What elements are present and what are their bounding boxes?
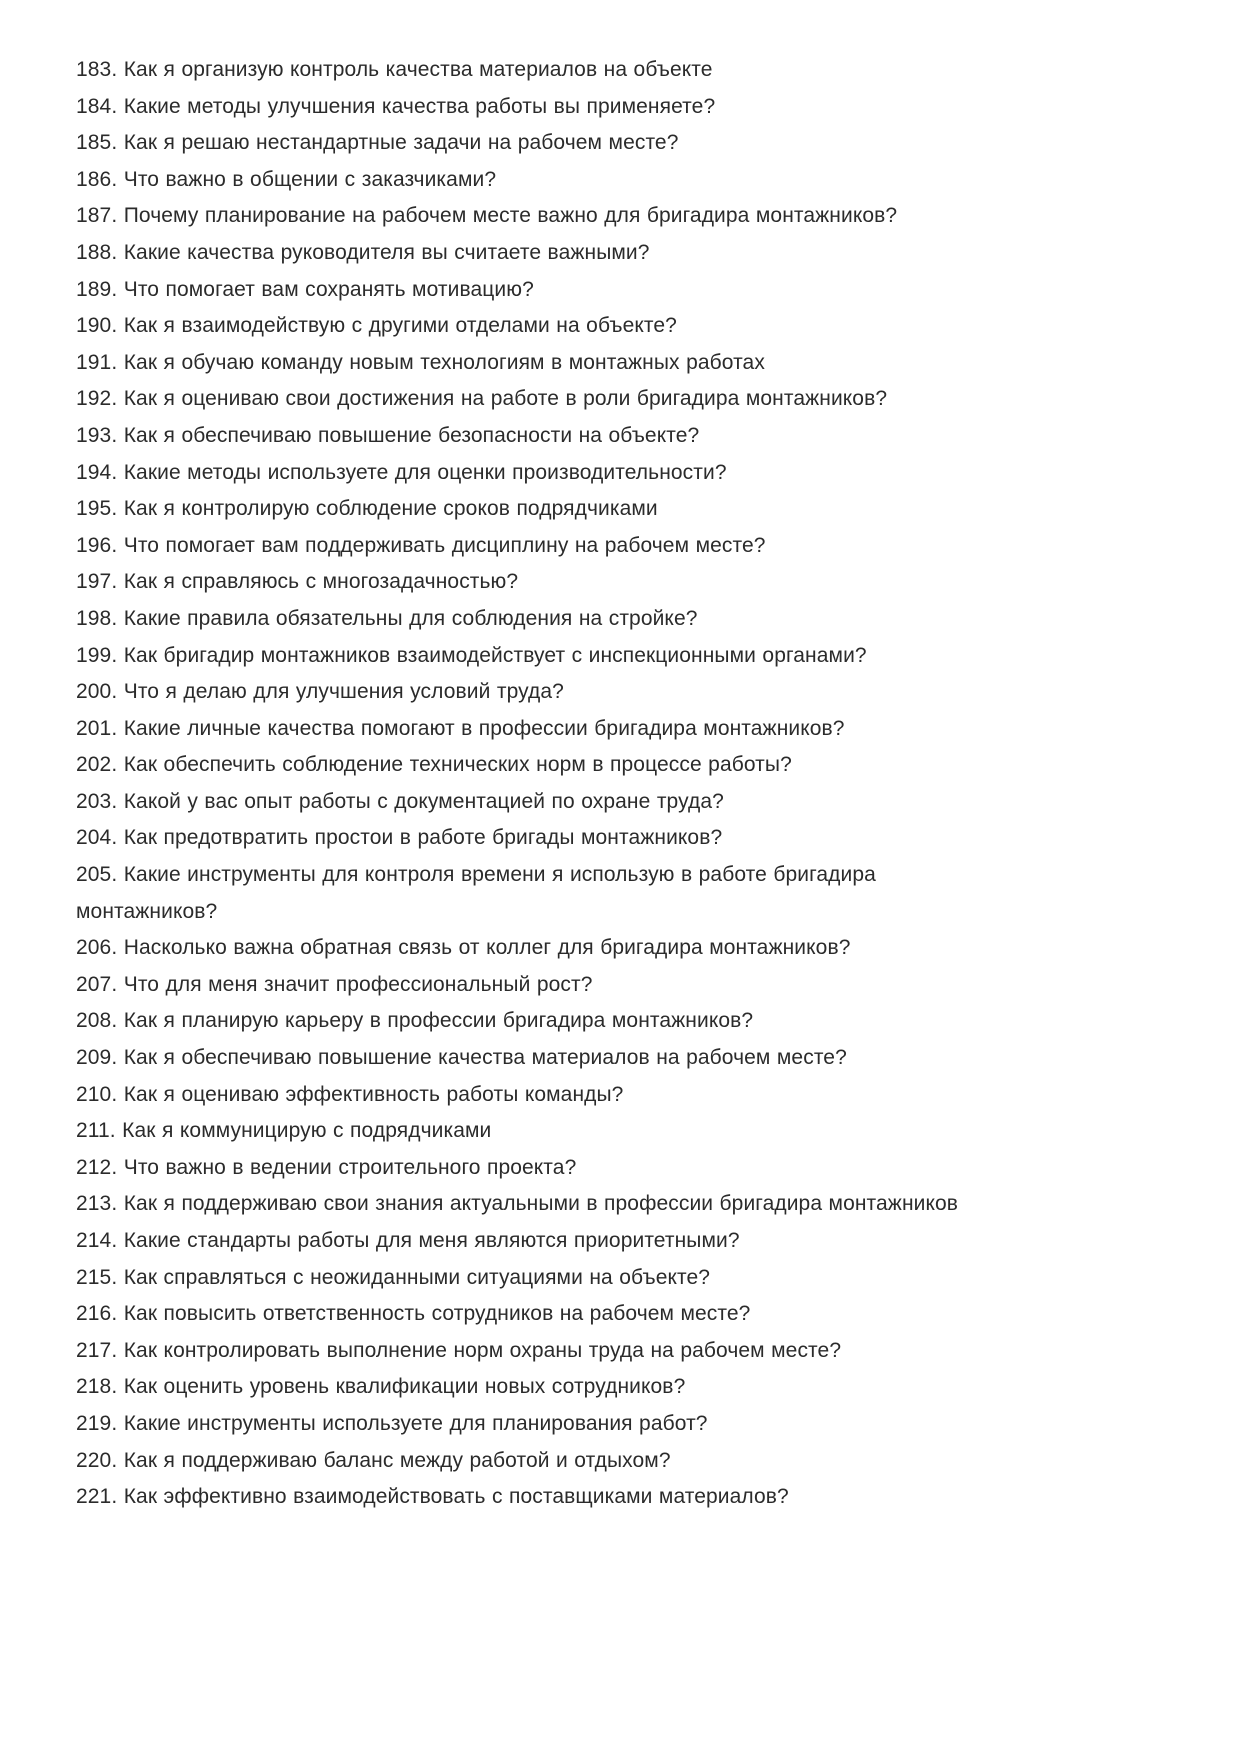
- question-number: 196.: [76, 533, 118, 557]
- question-item: [76, 711, 986, 748]
- question-number: 183.: [76, 58, 118, 81]
- question-item: [76, 747, 986, 784]
- question-item: [76, 1077, 986, 1114]
- question-item: [76, 638, 986, 675]
- question-text: Что для меня значит профессиональный рост?: [123, 972, 593, 996]
- question-text: Как я коммуницирую с подрядчиками: [122, 1119, 492, 1143]
- question-text: Как повысить ответственность сотрудников на рабочем месте?: [123, 1302, 751, 1326]
- question-text: Какие инструменты используете для планирования работ?: [123, 1411, 708, 1435]
- question-number: 205.: [76, 863, 118, 887]
- question-text: Как я обеспечиваю повышение качества материалов на рабочем месте?: [123, 1046, 847, 1070]
- question-text: Как я справляюсь с многозадачностью?: [123, 570, 519, 594]
- question-item: [76, 1040, 986, 1077]
- question-text: Какие правила обязательны для соблюдения на стройке?: [123, 606, 698, 630]
- question-text: Какие методы улучшения качества работы вы применяете?: [123, 94, 716, 118]
- question-text: Как я планирую карьеру в профессии бригадира монтажников?: [123, 1009, 754, 1033]
- question-number: 210.: [76, 1082, 118, 1106]
- question-item: [76, 198, 986, 235]
- question-item: [76, 1479, 986, 1516]
- question-text: Как оценить уровень квалификации новых сотрудников?: [123, 1375, 686, 1399]
- question-text: Что я делаю для улучшения условий труда?: [123, 680, 564, 704]
- question-item: [76, 674, 986, 711]
- question-item: [76, 52, 986, 89]
- question-text: Что важно в общении с заказчиками?: [123, 167, 497, 191]
- question-number: 185.: [76, 131, 118, 155]
- question-number: 194.: [76, 460, 118, 484]
- question-item: [76, 1333, 986, 1370]
- question-item: [76, 235, 986, 272]
- question-text: Как контролировать выполнение норм охраны труда на рабочем месте?: [123, 1338, 842, 1362]
- question-number: 215.: [76, 1265, 118, 1289]
- question-text: Как я поддерживаю баланс между работой и отдыхом?: [123, 1448, 671, 1472]
- question-text: Как эффективно взаимодействовать с поставщиками материалов?: [123, 1485, 789, 1509]
- question-number: 201.: [76, 716, 118, 740]
- question-item: [76, 930, 986, 967]
- question-text: Какие методы используете для оценки производительности?: [123, 460, 727, 484]
- question-text: Какие стандарты работы для меня являются приоритетными?: [123, 1229, 740, 1252]
- question-number: 218.: [76, 1375, 118, 1399]
- question-number: 187.: [76, 204, 118, 228]
- question-item: [76, 1443, 986, 1480]
- question-item: [76, 1186, 986, 1223]
- question-text: Что помогает вам поддерживать дисциплину на рабочем месте?: [123, 533, 766, 557]
- question-item: [76, 125, 986, 162]
- question-number: 203.: [76, 789, 118, 813]
- question-number: 189.: [76, 277, 118, 301]
- question-item: [76, 1260, 986, 1297]
- question-number: 192.: [76, 387, 118, 411]
- question-number: 191.: [76, 350, 118, 374]
- question-item: [76, 1003, 986, 1040]
- question-text: Как предотвратить простои в работе бригады монтажников?: [123, 826, 723, 850]
- question-text: Какой у вас опыт работы с документацией по охране труда?: [123, 789, 724, 813]
- question-item: [76, 967, 986, 1004]
- question-item: [76, 491, 986, 528]
- question-number: 195.: [76, 497, 118, 521]
- question-list: [76, 52, 986, 1516]
- question-number: 200.: [76, 680, 118, 704]
- question-number: 217.: [76, 1338, 118, 1362]
- question-text: Как я обучаю команду новым технологиям в монтажных работах: [123, 350, 765, 374]
- question-text: Как я оцениваю эффективность работы команды?: [123, 1082, 624, 1106]
- question-text: Как я обеспечиваю повышение безопасности на объекте?: [123, 423, 700, 447]
- question-text: Как я взаимодействую с другими отделами на объекте?: [123, 314, 677, 338]
- question-item: [76, 857, 986, 930]
- question-number: 213.: [76, 1192, 118, 1216]
- question-number: 212.: [76, 1155, 118, 1179]
- question-number: 204.: [76, 826, 118, 850]
- question-number: 206.: [76, 936, 118, 960]
- question-text: Как я решаю нестандартные задачи на рабочем месте?: [123, 131, 679, 155]
- question-item: [76, 1296, 986, 1333]
- question-item: [76, 564, 986, 601]
- question-number: 216.: [76, 1302, 118, 1326]
- question-text: Какие личные качества помогают в профессии бригадира монтажников?: [123, 716, 845, 740]
- question-item: [76, 162, 986, 199]
- question-number: 184.: [76, 94, 118, 118]
- question-number: 220.: [76, 1448, 118, 1472]
- question-number: 190.: [76, 314, 118, 338]
- question-text: Как справляться с неожиданными ситуациями на объекте?: [123, 1265, 711, 1289]
- question-item: [76, 601, 986, 638]
- question-item: [76, 1150, 986, 1187]
- question-number: 219.: [76, 1411, 118, 1435]
- question-number: 197.: [76, 570, 118, 594]
- question-number: 207.: [76, 972, 118, 996]
- question-text: Насколько важна обратная связь от коллег для бригадира монтажников?: [123, 936, 851, 960]
- question-text: Что важно в ведении строительного проекта?: [123, 1155, 577, 1179]
- question-text: Как я организую контроль качества материалов на объекте: [123, 58, 713, 81]
- question-number: 193.: [76, 423, 118, 447]
- question-number: 221.: [76, 1485, 118, 1509]
- question-text: Как обеспечить соблюдение технических норм в процессе работы?: [123, 753, 792, 777]
- question-number: 199.: [76, 643, 118, 667]
- question-item: [76, 381, 986, 418]
- question-item: [76, 1223, 986, 1260]
- question-item: [76, 308, 986, 345]
- question-item: [76, 345, 986, 382]
- question-text: Какие инструменты для контроля времени я использую в работе бригадира монтажников?: [76, 863, 876, 923]
- question-item: [76, 455, 986, 492]
- question-number: 198.: [76, 606, 118, 630]
- question-number: 214.: [76, 1229, 118, 1252]
- question-number: 188.: [76, 240, 118, 264]
- question-number: 209.: [76, 1046, 118, 1070]
- question-item: [76, 1369, 986, 1406]
- question-text: Как бригадир монтажников взаимодействует с инспекционными органами?: [123, 643, 867, 667]
- question-item: [76, 89, 986, 126]
- question-text: Что помогает вам сохранять мотивацию?: [123, 277, 534, 301]
- question-text: Как я контролирую соблюдение сроков подрядчиками: [123, 497, 658, 521]
- question-item: [76, 1406, 986, 1443]
- question-item: [76, 272, 986, 309]
- question-text: Как я оцениваю свои достижения на работе в роли бригадира монтажников?: [123, 387, 888, 411]
- question-number: 202.: [76, 753, 118, 777]
- question-text: Какие качества руководителя вы считаете важными?: [123, 240, 650, 264]
- question-number: 186.: [76, 167, 118, 191]
- question-text: Почему планирование на рабочем месте важно для бригадира монтажников?: [123, 204, 898, 228]
- question-item: [76, 528, 986, 565]
- question-text: Как я поддерживаю свои знания актуальными в профессии бригадира монтажников: [123, 1192, 959, 1216]
- question-number: 211.: [76, 1119, 116, 1143]
- question-number: 208.: [76, 1009, 118, 1033]
- question-item: [76, 418, 986, 455]
- question-item: [76, 784, 986, 821]
- question-item: [76, 820, 986, 857]
- question-item: [76, 1113, 986, 1150]
